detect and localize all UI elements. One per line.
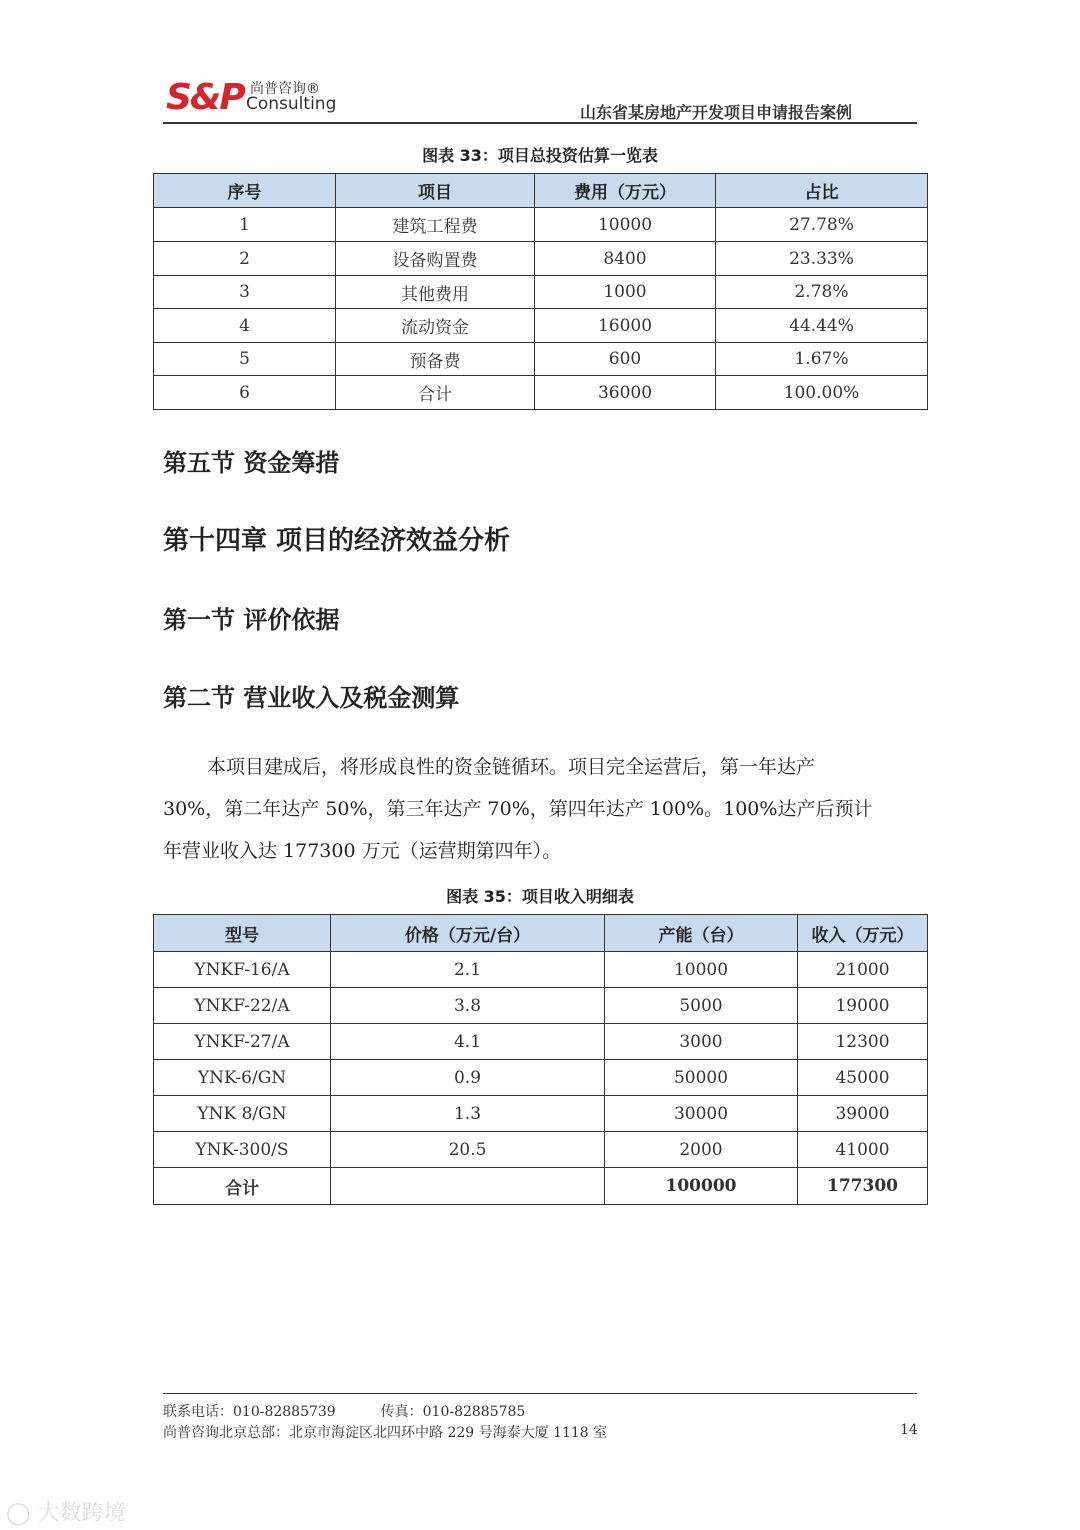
table-cell: 2.78%: [716, 276, 928, 309]
table-row: [154, 952, 928, 988]
revenue-detail-table: [153, 914, 928, 1205]
table-cell: 6: [154, 376, 336, 410]
investment-estimate-table: [153, 173, 928, 410]
table-total-row: [154, 1168, 928, 1205]
table-cell: 1.67%: [716, 343, 928, 376]
table-cell: 39000: [798, 1096, 928, 1132]
table-cell: 4.1: [331, 1024, 605, 1060]
footer-fax: 传真：010-82885785: [380, 1404, 526, 1420]
table-cell: 合计: [336, 376, 535, 410]
table-cell: 5: [154, 343, 336, 376]
table-row: [154, 242, 928, 276]
table-row: [154, 309, 928, 343]
col-header: 价格（万元/台）: [331, 915, 605, 952]
table-cell: 预备费: [336, 343, 535, 376]
table-cell: 建筑工程费: [336, 208, 535, 242]
table-cell: 3: [154, 276, 336, 309]
table-cell: 4: [154, 309, 336, 343]
table-cell: 2.1: [331, 952, 605, 988]
table-cell: 30000: [605, 1096, 798, 1132]
body-paragraph-line: 30%，第二年达产 50%，第三年达产 70%，第四年达产 100%。100%达产后预计: [163, 798, 873, 820]
table-cell: 20.5: [331, 1132, 605, 1168]
report-title: 山东省某房地产开发项目申请报告案例: [579, 103, 852, 122]
footer-contact: [163, 1401, 525, 1421]
watermark: [6, 1496, 126, 1527]
table-cell: 2: [154, 242, 336, 276]
watermark-icon: ◯: [6, 1501, 31, 1526]
table-row: [154, 343, 928, 376]
table-cell: 177300: [798, 1168, 928, 1205]
table-cell: 1: [154, 208, 336, 242]
table-cell: 16000: [535, 309, 716, 343]
chapter-heading: 第十四章 项目的经济效益分析: [163, 526, 511, 556]
footer-address: 尚普咨询北京总部：北京市海淀区北四环中路 229 号海泰大厦 1118 室: [163, 1425, 608, 1441]
table-row: [154, 1096, 928, 1132]
col-header: 序号: [154, 174, 336, 208]
table-cell: 合计: [154, 1168, 331, 1205]
table-cell: 1.3: [331, 1096, 605, 1132]
table-cell: 45000: [798, 1060, 928, 1096]
table-cell: 600: [535, 343, 716, 376]
logo-chinese-name: 尚普咨询®: [250, 81, 320, 97]
table-cell: 5000: [605, 988, 798, 1024]
table-cell: 27.78%: [716, 208, 928, 242]
logo-english-name: Consulting: [246, 94, 337, 114]
table-header-row: [154, 174, 928, 208]
table-row: [154, 276, 928, 309]
table-cell: YNK 8/GN: [154, 1096, 331, 1132]
body-paragraph-line: 本项目建成后，将形成良性的资金链循环。项目完全运营后，第一年达产: [207, 756, 816, 778]
table-cell: 3000: [605, 1024, 798, 1060]
table-cell: 0.9: [331, 1060, 605, 1096]
table-cell: 其他费用: [336, 276, 535, 309]
table-cell: 36000: [535, 376, 716, 410]
table-cell: 设备购置费: [336, 242, 535, 276]
header-divider: [163, 122, 917, 124]
table-row: [154, 376, 928, 410]
table-row: [154, 208, 928, 242]
section-heading: 第二节 营业收入及税金测算: [163, 684, 460, 712]
table-cell: [331, 1168, 605, 1205]
table-cell: 100000: [605, 1168, 798, 1205]
table-cell: 100.00%: [716, 376, 928, 410]
table-cell: YNK-6/GN: [154, 1060, 331, 1096]
table-cell: 10000: [535, 208, 716, 242]
table-cell: YNKF-22/A: [154, 988, 331, 1024]
table-row: [154, 1060, 928, 1096]
col-header: 费用（万元）: [535, 174, 716, 208]
table-cell: 2000: [605, 1132, 798, 1168]
table-cell: YNK-300/S: [154, 1132, 331, 1168]
section-heading: 第五节 资金筹措: [163, 449, 340, 477]
table-cell: 3.8: [331, 988, 605, 1024]
footer-divider: [163, 1393, 917, 1394]
table-header-row: [154, 915, 928, 952]
table-cell: 19000: [798, 988, 928, 1024]
logo-mark: S&P: [166, 77, 244, 118]
table-cell: YNKF-16/A: [154, 952, 331, 988]
table-cell: 12300: [798, 1024, 928, 1060]
table-cell: YNKF-27/A: [154, 1024, 331, 1060]
table-cell: 41000: [798, 1132, 928, 1168]
col-header: 型号: [154, 915, 331, 952]
table-cell: 21000: [798, 952, 928, 988]
footer-phone: 联系电话：010-82885739: [163, 1404, 336, 1420]
section-heading: 第一节 评价依据: [163, 606, 340, 634]
col-header: 项目: [336, 174, 535, 208]
table-row: [154, 1024, 928, 1060]
table-cell: 8400: [535, 242, 716, 276]
table-cell: 44.44%: [716, 309, 928, 343]
col-header: 产能（台）: [605, 915, 798, 952]
table-cell: 50000: [605, 1060, 798, 1096]
page-number: 14: [900, 1422, 918, 1438]
table1-caption: 图表 33：项目总投资估算一览表: [422, 146, 658, 165]
col-header: 占比: [716, 174, 928, 208]
table-cell: 10000: [605, 952, 798, 988]
table-cell: 流动资金: [336, 309, 535, 343]
table-cell: 1000: [535, 276, 716, 309]
watermark-text: 大数跨境: [37, 1501, 126, 1526]
body-paragraph-line: 年营业收入达 177300 万元（运营期第四年）。: [163, 840, 562, 862]
col-header: 收入（万元）: [798, 915, 928, 952]
table2-caption: 图表 35：项目收入明细表: [446, 887, 634, 906]
table-row: [154, 1132, 928, 1168]
table-cell: 23.33%: [716, 242, 928, 276]
table-row: [154, 988, 928, 1024]
